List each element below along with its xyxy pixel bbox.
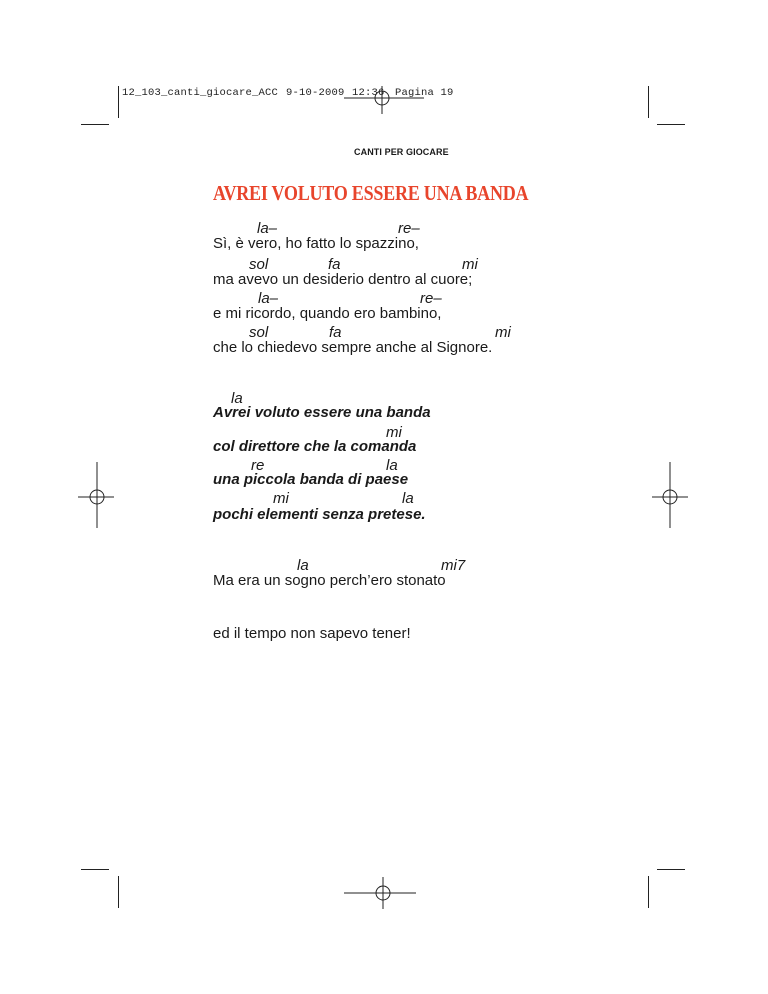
chorus-line: pochi elementi senza pretese.	[213, 506, 426, 523]
slug-date: 9-10-2009	[286, 87, 345, 99]
slug-page: Pagina 19	[395, 87, 454, 99]
chord: mi	[386, 424, 402, 441]
chord: re–	[398, 220, 420, 237]
song-title: AVREI VOLUTO ESSERE UNA BANDA	[213, 181, 529, 205]
crop-mark-bottom-left-h	[81, 869, 109, 870]
chord: mi7	[441, 557, 466, 574]
registration-mark-right	[652, 462, 692, 542]
crop-mark-top-left-h	[81, 124, 109, 125]
lyric-line: ma avevo un desiderio dentro al cuore;	[213, 271, 473, 288]
chord: la	[402, 490, 414, 507]
crop-mark-bottom-right-h	[657, 869, 685, 870]
chord: la	[231, 390, 243, 407]
chord: mi	[495, 324, 511, 341]
chorus-line: una piccola banda di paese	[213, 471, 409, 488]
chord: fa	[328, 256, 341, 273]
chord: mi	[273, 490, 289, 507]
crop-mark-bottom-left-v	[118, 876, 119, 908]
chord: la	[297, 557, 309, 574]
chord: sol	[249, 256, 269, 273]
chord: sol	[249, 324, 269, 341]
chord: la	[386, 457, 398, 474]
chorus-line: col direttore che la comanda	[213, 438, 417, 455]
chord: la–	[258, 290, 279, 307]
slug-time: 12:36	[352, 87, 385, 99]
registration-mark-top	[344, 86, 424, 126]
chorus-line: Avrei voluto essere una banda	[213, 404, 431, 421]
chord: re	[251, 457, 265, 474]
crop-mark-top-left-v	[118, 86, 119, 118]
lyric-line: che lo chiedevo sempre anche al Signore.	[213, 339, 493, 356]
registration-mark-bottom	[344, 877, 424, 917]
lyric-line: Sì, è vero, ho fatto lo spazzino,	[213, 235, 419, 252]
lyric-line: ed il tempo non sapevo tener!	[213, 625, 411, 642]
chord: la–	[257, 220, 278, 237]
chord: re–	[420, 290, 442, 307]
crop-mark-top-right-h	[657, 124, 685, 125]
section-header: CANTI PER GIOCARE	[354, 147, 449, 157]
registration-mark-left	[78, 462, 118, 542]
chord: mi	[462, 256, 478, 273]
lyric-line: e mi ricordo, quando ero bambino,	[213, 305, 442, 322]
crop-mark-top-right-v	[648, 86, 649, 118]
slug-filename: 12_103_canti_giocare_ACC	[122, 87, 279, 99]
crop-mark-bottom-right-v	[648, 876, 649, 908]
chord: fa	[329, 324, 342, 341]
lyric-line: Ma era un sogno perch’ero stonato	[213, 572, 446, 589]
